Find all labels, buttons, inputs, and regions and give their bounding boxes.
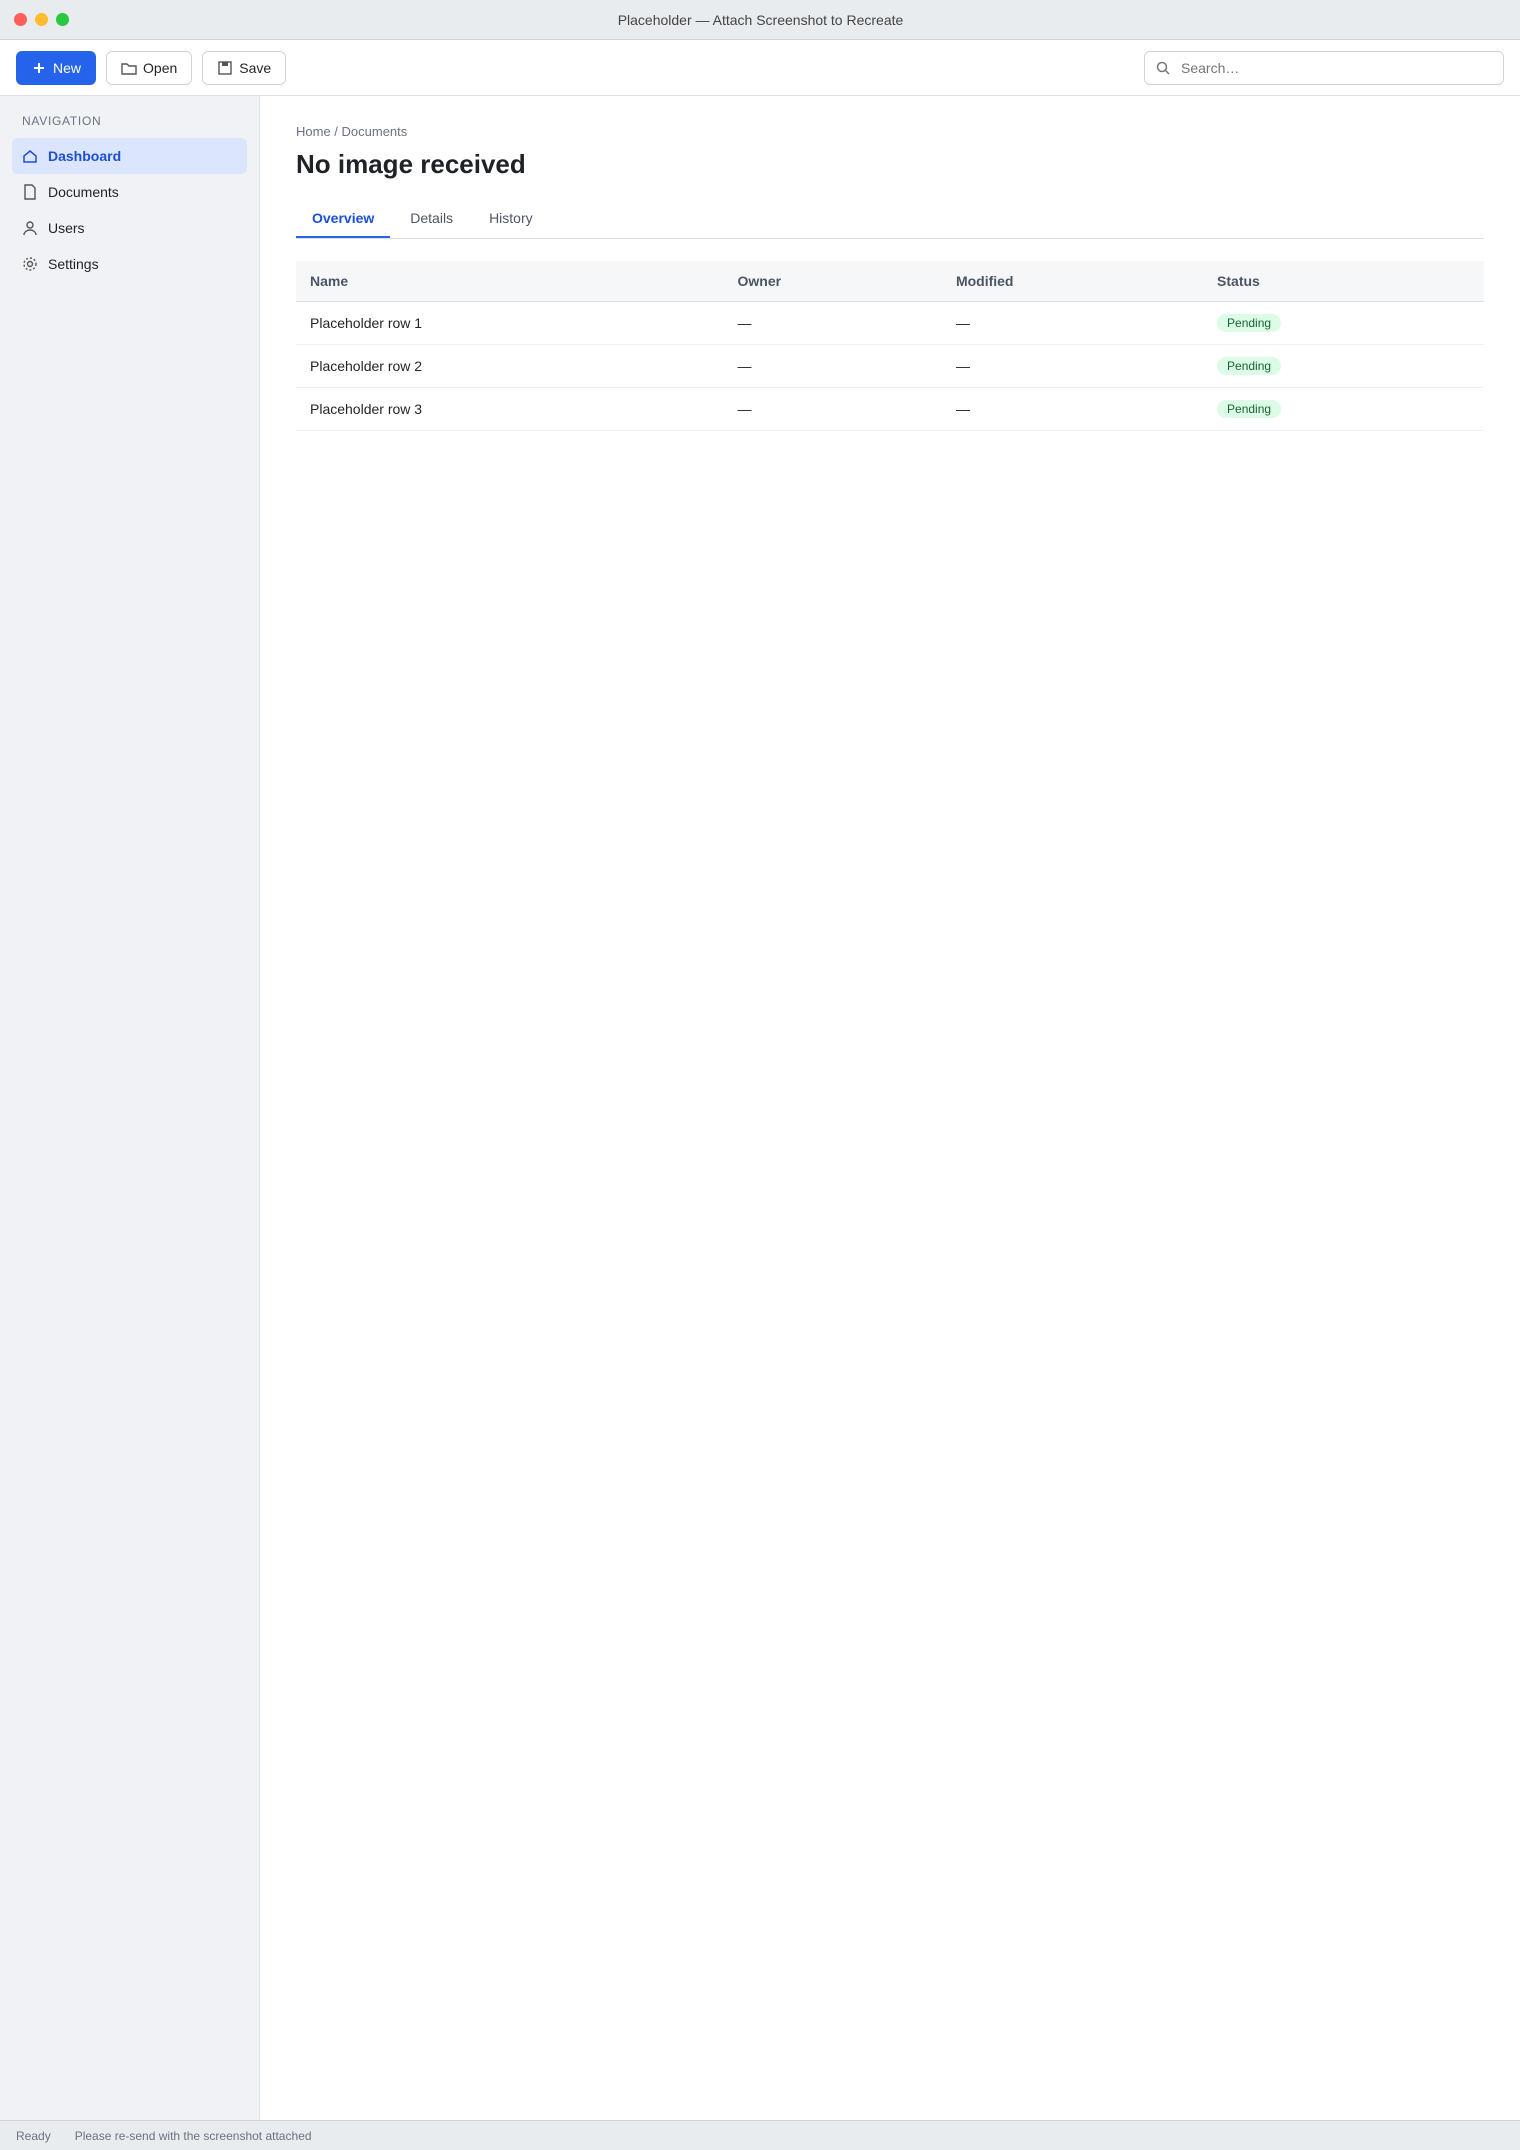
data-table bbox=[296, 261, 1484, 431]
main-content bbox=[260, 96, 1520, 2120]
sidebar-item-label: Documents bbox=[48, 184, 119, 200]
sidebar-item-label: Dashboard bbox=[48, 148, 122, 164]
sidebar-heading: NAVIGATION bbox=[22, 114, 102, 128]
status-badge: Pending bbox=[1217, 357, 1281, 375]
tab-bar bbox=[296, 200, 1484, 239]
table-cell: Placeholder row 3 bbox=[296, 388, 723, 431]
home-icon bbox=[22, 148, 38, 164]
tab-details[interactable]: Details bbox=[410, 210, 454, 226]
tab-overview[interactable]: Overview bbox=[296, 200, 390, 238]
table-cell: — bbox=[942, 345, 1203, 388]
column-header[interactable]: Modified bbox=[942, 261, 1203, 302]
column-header[interactable]: Status bbox=[1203, 261, 1484, 302]
sidebar bbox=[0, 96, 260, 2120]
table-cell: — bbox=[723, 302, 941, 345]
minimize-window-button[interactable] bbox=[35, 13, 48, 26]
new-button-label: New bbox=[53, 59, 82, 76]
search-input[interactable] bbox=[1179, 59, 1493, 77]
save-button-label: Save bbox=[239, 59, 272, 76]
status-bar bbox=[0, 2120, 1520, 2150]
tab-history[interactable]: History bbox=[489, 210, 533, 226]
sidebar-item-users[interactable] bbox=[12, 210, 247, 246]
toolbar bbox=[0, 40, 1520, 96]
window-title: Placeholder — Attach Screenshot to Recreate bbox=[617, 11, 904, 28]
search-box bbox=[1144, 51, 1504, 85]
new-button[interactable] bbox=[16, 51, 96, 85]
save-icon bbox=[217, 60, 233, 76]
table-header-row bbox=[296, 261, 1484, 302]
app-body bbox=[0, 96, 1520, 2120]
search-icon bbox=[1155, 60, 1171, 76]
sidebar-item-settings[interactable] bbox=[12, 246, 247, 282]
close-window-button[interactable] bbox=[14, 13, 27, 26]
title-bar bbox=[0, 0, 1520, 40]
table-cell bbox=[1203, 302, 1484, 345]
status-text: Ready bbox=[16, 2128, 51, 2143]
status-hint: Please re-send with the screenshot attached bbox=[74, 2128, 312, 2143]
table-cell: — bbox=[723, 345, 941, 388]
sidebar-item-label: Users bbox=[48, 220, 85, 236]
sidebar-item-documents[interactable] bbox=[12, 174, 247, 210]
folder-icon bbox=[121, 60, 137, 76]
status-badge: Pending bbox=[1217, 314, 1281, 332]
table-cell: — bbox=[942, 388, 1203, 431]
maximize-window-button[interactable] bbox=[56, 13, 69, 26]
table-cell bbox=[1203, 388, 1484, 431]
table-cell: — bbox=[942, 302, 1203, 345]
status-badge: Pending bbox=[1217, 400, 1281, 418]
table-row[interactable] bbox=[296, 345, 1484, 388]
table-row[interactable] bbox=[296, 302, 1484, 345]
page-title: No image received bbox=[296, 149, 526, 179]
plus-icon bbox=[31, 60, 47, 76]
table-cell: — bbox=[723, 388, 941, 431]
column-header[interactable]: Owner bbox=[723, 261, 941, 302]
gear-icon bbox=[22, 256, 38, 272]
window-controls bbox=[14, 13, 69, 26]
file-icon bbox=[22, 184, 38, 200]
save-button[interactable] bbox=[202, 51, 286, 85]
column-header[interactable]: Name bbox=[296, 261, 723, 302]
table-cell bbox=[1203, 345, 1484, 388]
open-button-label: Open bbox=[143, 59, 178, 76]
sidebar-item-dashboard[interactable] bbox=[12, 138, 247, 174]
table-cell: Placeholder row 2 bbox=[296, 345, 723, 388]
open-button[interactable] bbox=[106, 51, 192, 85]
breadcrumb: Home / Documents bbox=[296, 124, 408, 139]
table-cell: Placeholder row 1 bbox=[296, 302, 723, 345]
user-icon bbox=[22, 220, 38, 236]
table-row[interactable] bbox=[296, 388, 1484, 431]
sidebar-item-label: Settings bbox=[48, 256, 99, 272]
